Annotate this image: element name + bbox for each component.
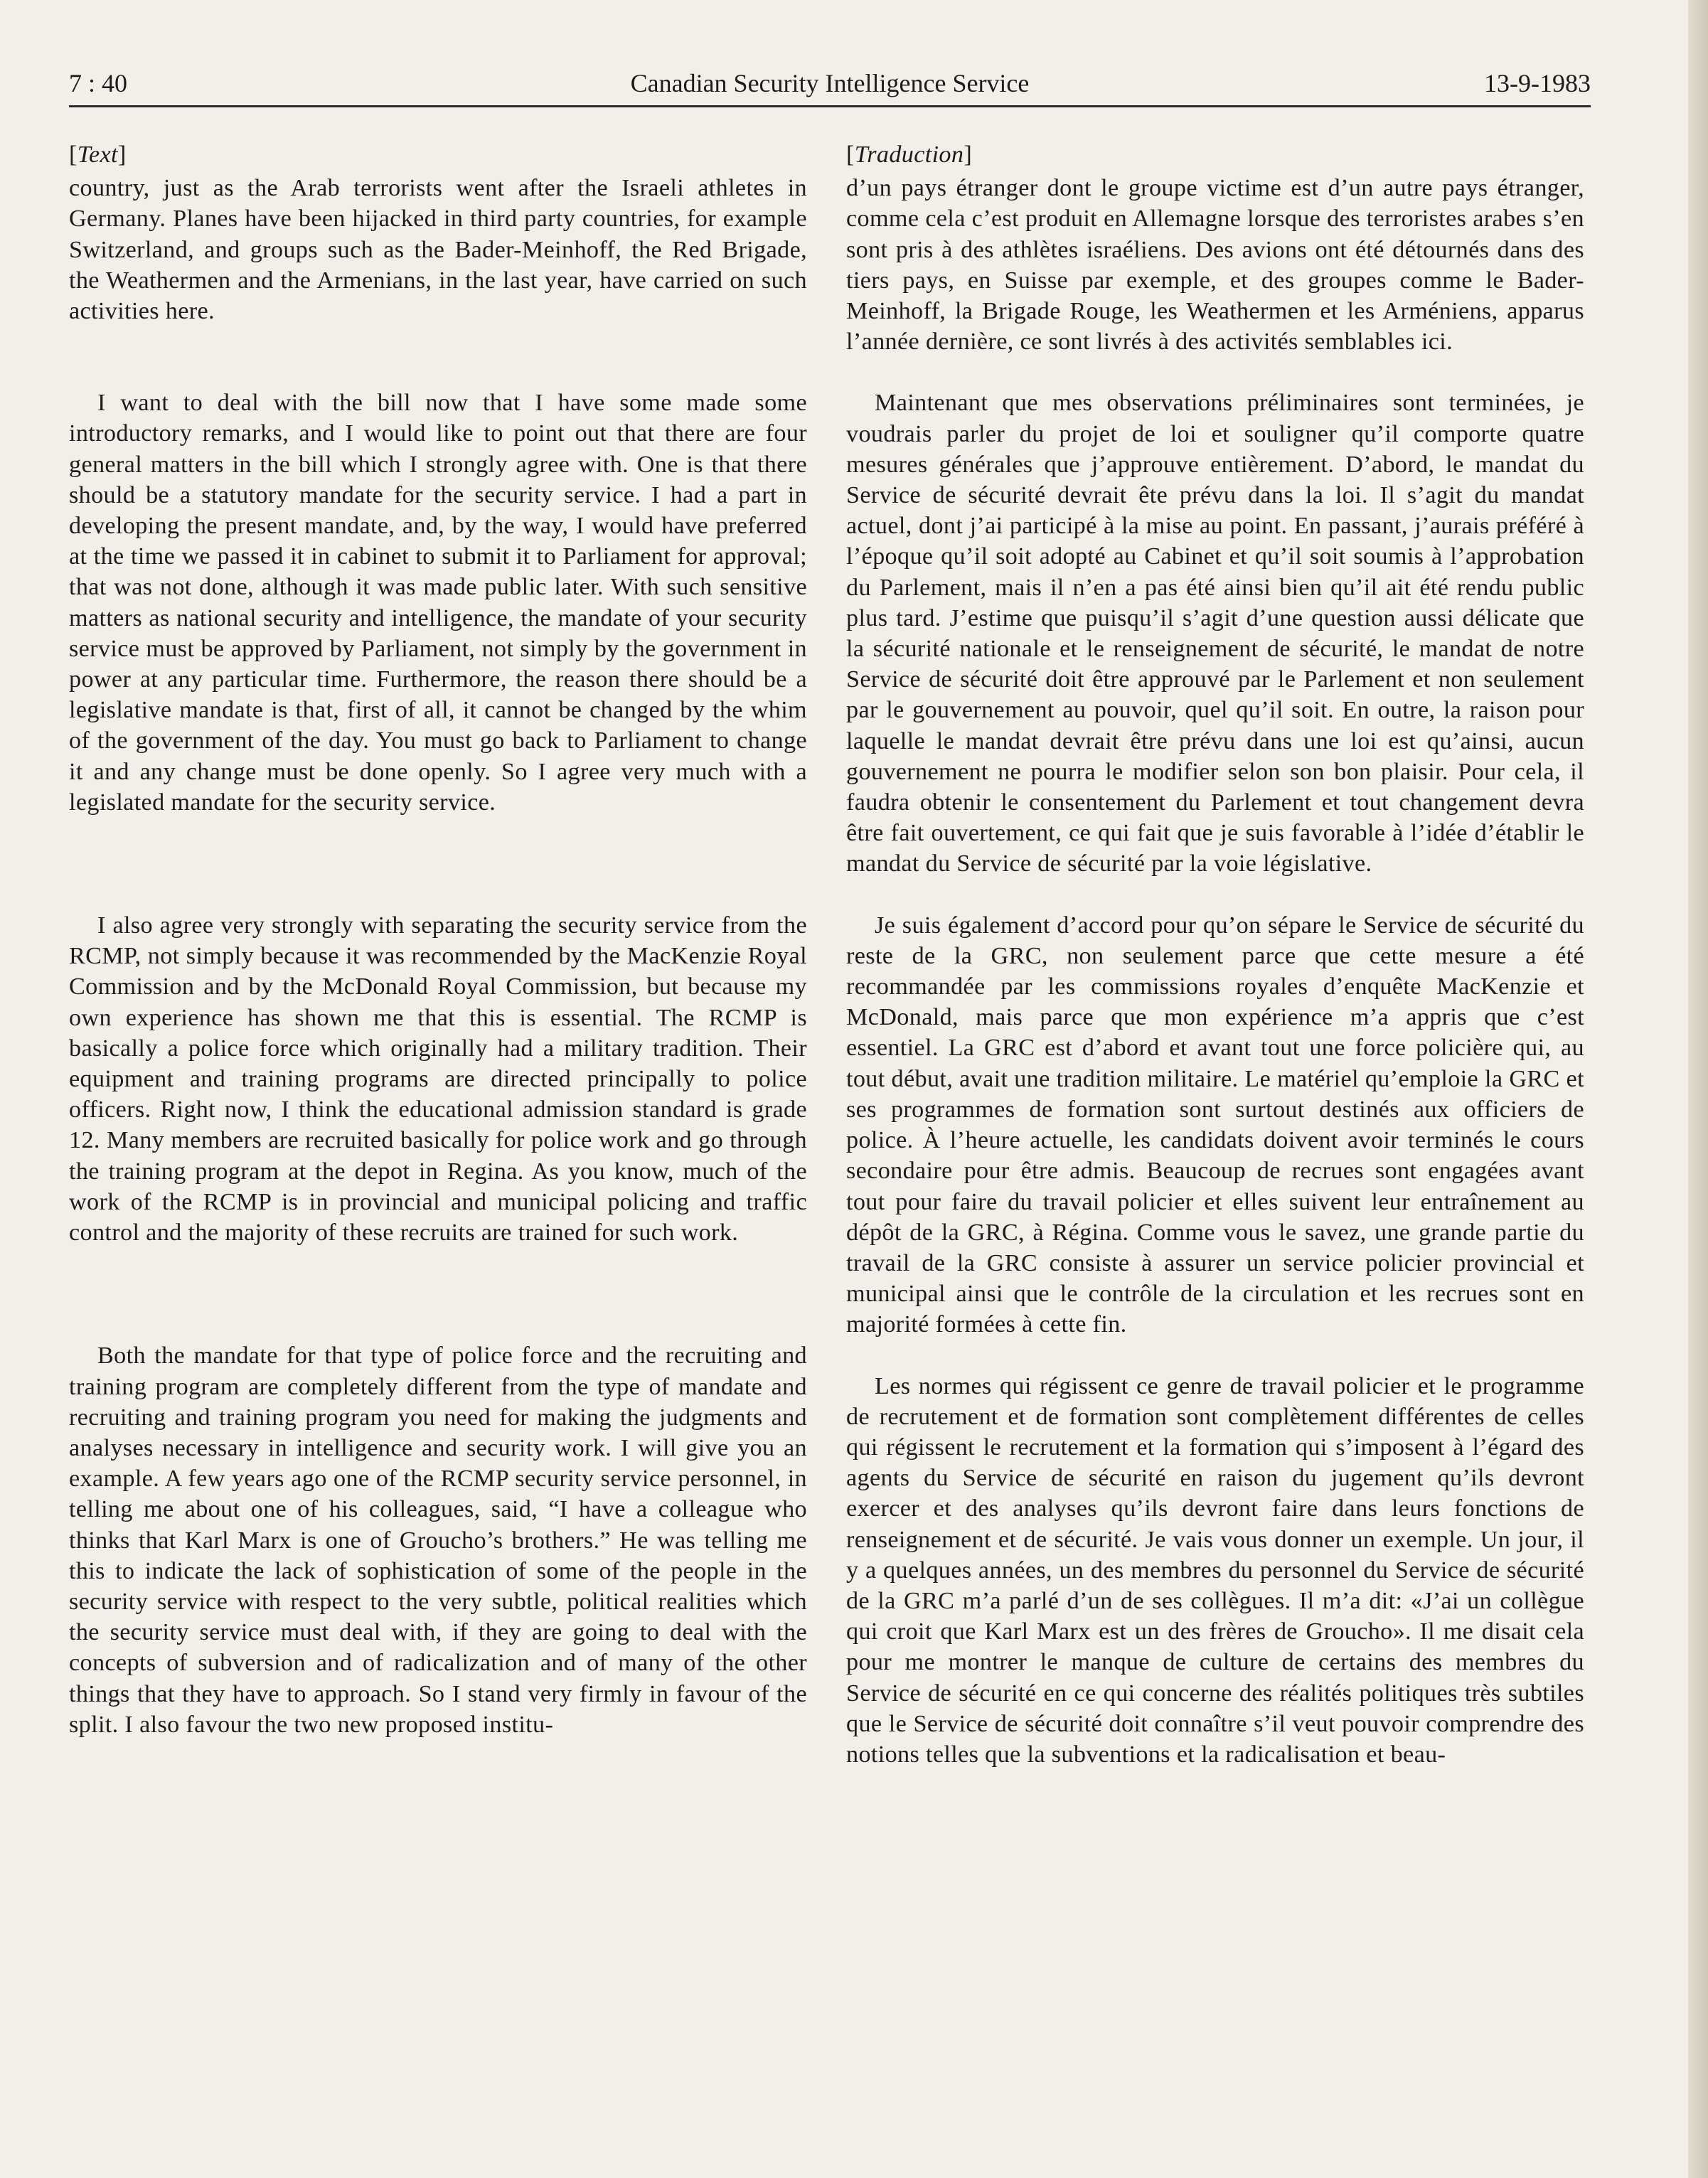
column-label: [Traduction] — [846, 142, 973, 168]
paragraph: country, just as the Arab terrorists went after the Israeli athletes in Germany. Planes have been hijacked in third party countries, for example Switzerland, and groups such as the Bader-Meinhoff, the Red Brigade, the Weathermen and the Armenians, in the last year, have carried on such activities here. — [69, 175, 807, 325]
paragraph: d’un pays étranger dont le groupe victime est d’un autre pays étranger, comme cela c’est produit en Allemagne lorsque des terroristes arabes s’en sont pris à des athlètes israéliens. Des avions ont été détournés dans des tiers pays, en Suisse par exemple, et des groupes comme le Bader-Meinhoff, la Brigade Rouge, les Weathermen et les Arméniens, apparus l’année dernière, ce sont livrés à des activités semblables ici. — [846, 175, 1584, 356]
paragraph: I also agree very strongly with separating the security service from the RCMP, not simply because it was recommended by the MacKenzie Royal Commission and by the McDonald Royal Commission, but because my own experience has shown me that this is essential. The RCMP is basically a police force which originally had a military tradition. Their equipment and training programs are directed principally to police officers. Right now, I think the educational admission standard is grade 12. Many members are recruited basically for police work and go through the training program at the depot in Regina. As you know, much of the work of the RCMP is in provincial and municipal policing and traffic control and the majority of these recruits are trained for such work. — [69, 912, 807, 1247]
page-number: 7 : 40 — [69, 69, 128, 97]
english-column — [69, 139, 807, 1740]
column-label: [Text] — [69, 142, 127, 168]
header-rule — [69, 105, 1591, 107]
paragraph: Je suis également d’accord pour qu’on sépare le Service de sécurité du reste de la GRC, non seulement parce que cette mesure a été recommandée par les commissions royales d’enquête MacKenzie et McDonald, mais parce que mon expérience m’a appris que c’est essentiel. La GRC est d’abord et avant tout une force policière qui, au tout début, avait une tradition militaire. Le matériel qu’emploie la GRC et ses programmes de formation sont surtout destinés aux officiers de police. À l’heure actuelle, les candidats doivent avoir terminés le cours secondaire pour être admis. Beaucoup de recrues sont engagées avant tout pour faire du travail policier et elles suivent leur entraînement au dépôt de la GRC, à Régina. Comme vous le savez, une grande partie du travail de la GRC consiste à assurer un service policier provincial et municipal ainsi que le contrôle de la circulation et les recrues sont en majorité formées à cette fin. — [846, 912, 1584, 1338]
paragraph: Maintenant que mes observations préliminaires sont terminées, je voudrais parler du projet de loi et souligner qu’il comporte quatre mesures générales que j’approuve entièrement. D’abord, le mandat du Service de sécurité devrait ête prévu dans la loi. Il s’agit du mandat actuel, dont j’ai participé à la mise au point. En passant, j’aurais préféré à l’époque qu’il soit adopté au Cabinet et qu’il soit soumis à l’approbation du Parlement, mais il n’en a pas été ainsi bien qu’il ait été rendu public plus tard. J’estime que puisqu’il s’agit d’une question aussi délicate que la sécurité nationale et le renseignement de sécurité, le mandat de notre Service de sécurité doit être approuvé par le Parlement et non seulement par le gouvernement au pouvoir, quel qu’il soit. En outre, la raison pour laquelle le mandat devrait être prévu dans une loi est qu’ainsi, aucun gouvernement ne pourra le modifier selon son bon plaisir. Pour cela, il faudra obtenir le consentement du Parlement et tout changement devra être fait ouvertement, ce qui fait que je suis favorable à l’idée d’établir le mandat du Service de sécurité par la voie législative. — [846, 390, 1584, 877]
french-column — [846, 139, 1584, 1770]
header-date: 13-9-1983 — [1484, 69, 1591, 97]
paragraph: Les normes qui régissent ce genre de travail policier et le programme de recrutement et de formation sont complètement différentes de celles qui régissent le recrutement et la formation qui s’imposent à l’égard des agents du Service de sécurité en raison du jugement qu’ils devront exercer et des analyses qu’ils devront faire dans leurs fonctions de renseignement et de sécurité. Je vais vous donner un exemple. Un jour, il y a quelques années, un des membres du personnel du Service de sécurité de la GRC m’a parlé d’un de ses collègues. Il m’a dit: «J’ai un collègue qui croit que Karl Marx est un des frères de Groucho». Il me disait cela pour me montrer le manque de culture de certains des membres du Service de sécurité en ce qui concerne des réalités politiques très subtiles que le Service de sécurité doit connaître s’il veut pouvoir comprendre des notions telles que la subventions et la radicalisation et beau- — [846, 1372, 1584, 1768]
paragraph: I want to deal with the bill now that I have some made some introductory remarks, and I would like to point out that there are four general matters in the bill which I strongly agree with. One is that there should be a statutory mandate for the security service. I had a part in developing the present mandate, and, by the way, I would have preferred at the time we passed it in cabinet to submit it to Parliament for approval; that was not done, although it was made public later. With such sensitive matters as national security and intelligence, the mandate of your security service must be approved by Parliament, not simply by the government in power at any particular time. Furthermore, the reason there should be a legislative mandate is that, first of all, it cannot be changed by the whim of the government of the day. You must go back to Parliament to change it and any change must be done openly. So I agree very much with a legislated mandate for the security service. — [69, 390, 807, 816]
running-title: Canadian Security Intelligence Service — [630, 69, 1030, 97]
page-header — [69, 68, 1591, 108]
page-edge — [1688, 0, 1708, 2178]
paragraph: Both the mandate for that type of police force and the recruiting and training program are completely different from the type of mandate and recruiting and training program you need for making the judgments and analyses necessary in intelligence and security work. I will give you an example. A few years ago one of the RCMP security service personnel, in telling me about one of his colleagues, said, “I have a colleague who thinks that Karl Marx is one of Groucho’s brothers.” He was telling me this to indicate the lack of sophistication of some of the people in the security service with respect to the very subtle, political realities which the security service must deal with, if they are going to deal with the concepts of subversion and of radicalization and of many of the other things that they have to approach. So I stand very firmly in favour of the split. I also favour the two new proposed institu- — [69, 1342, 807, 1738]
